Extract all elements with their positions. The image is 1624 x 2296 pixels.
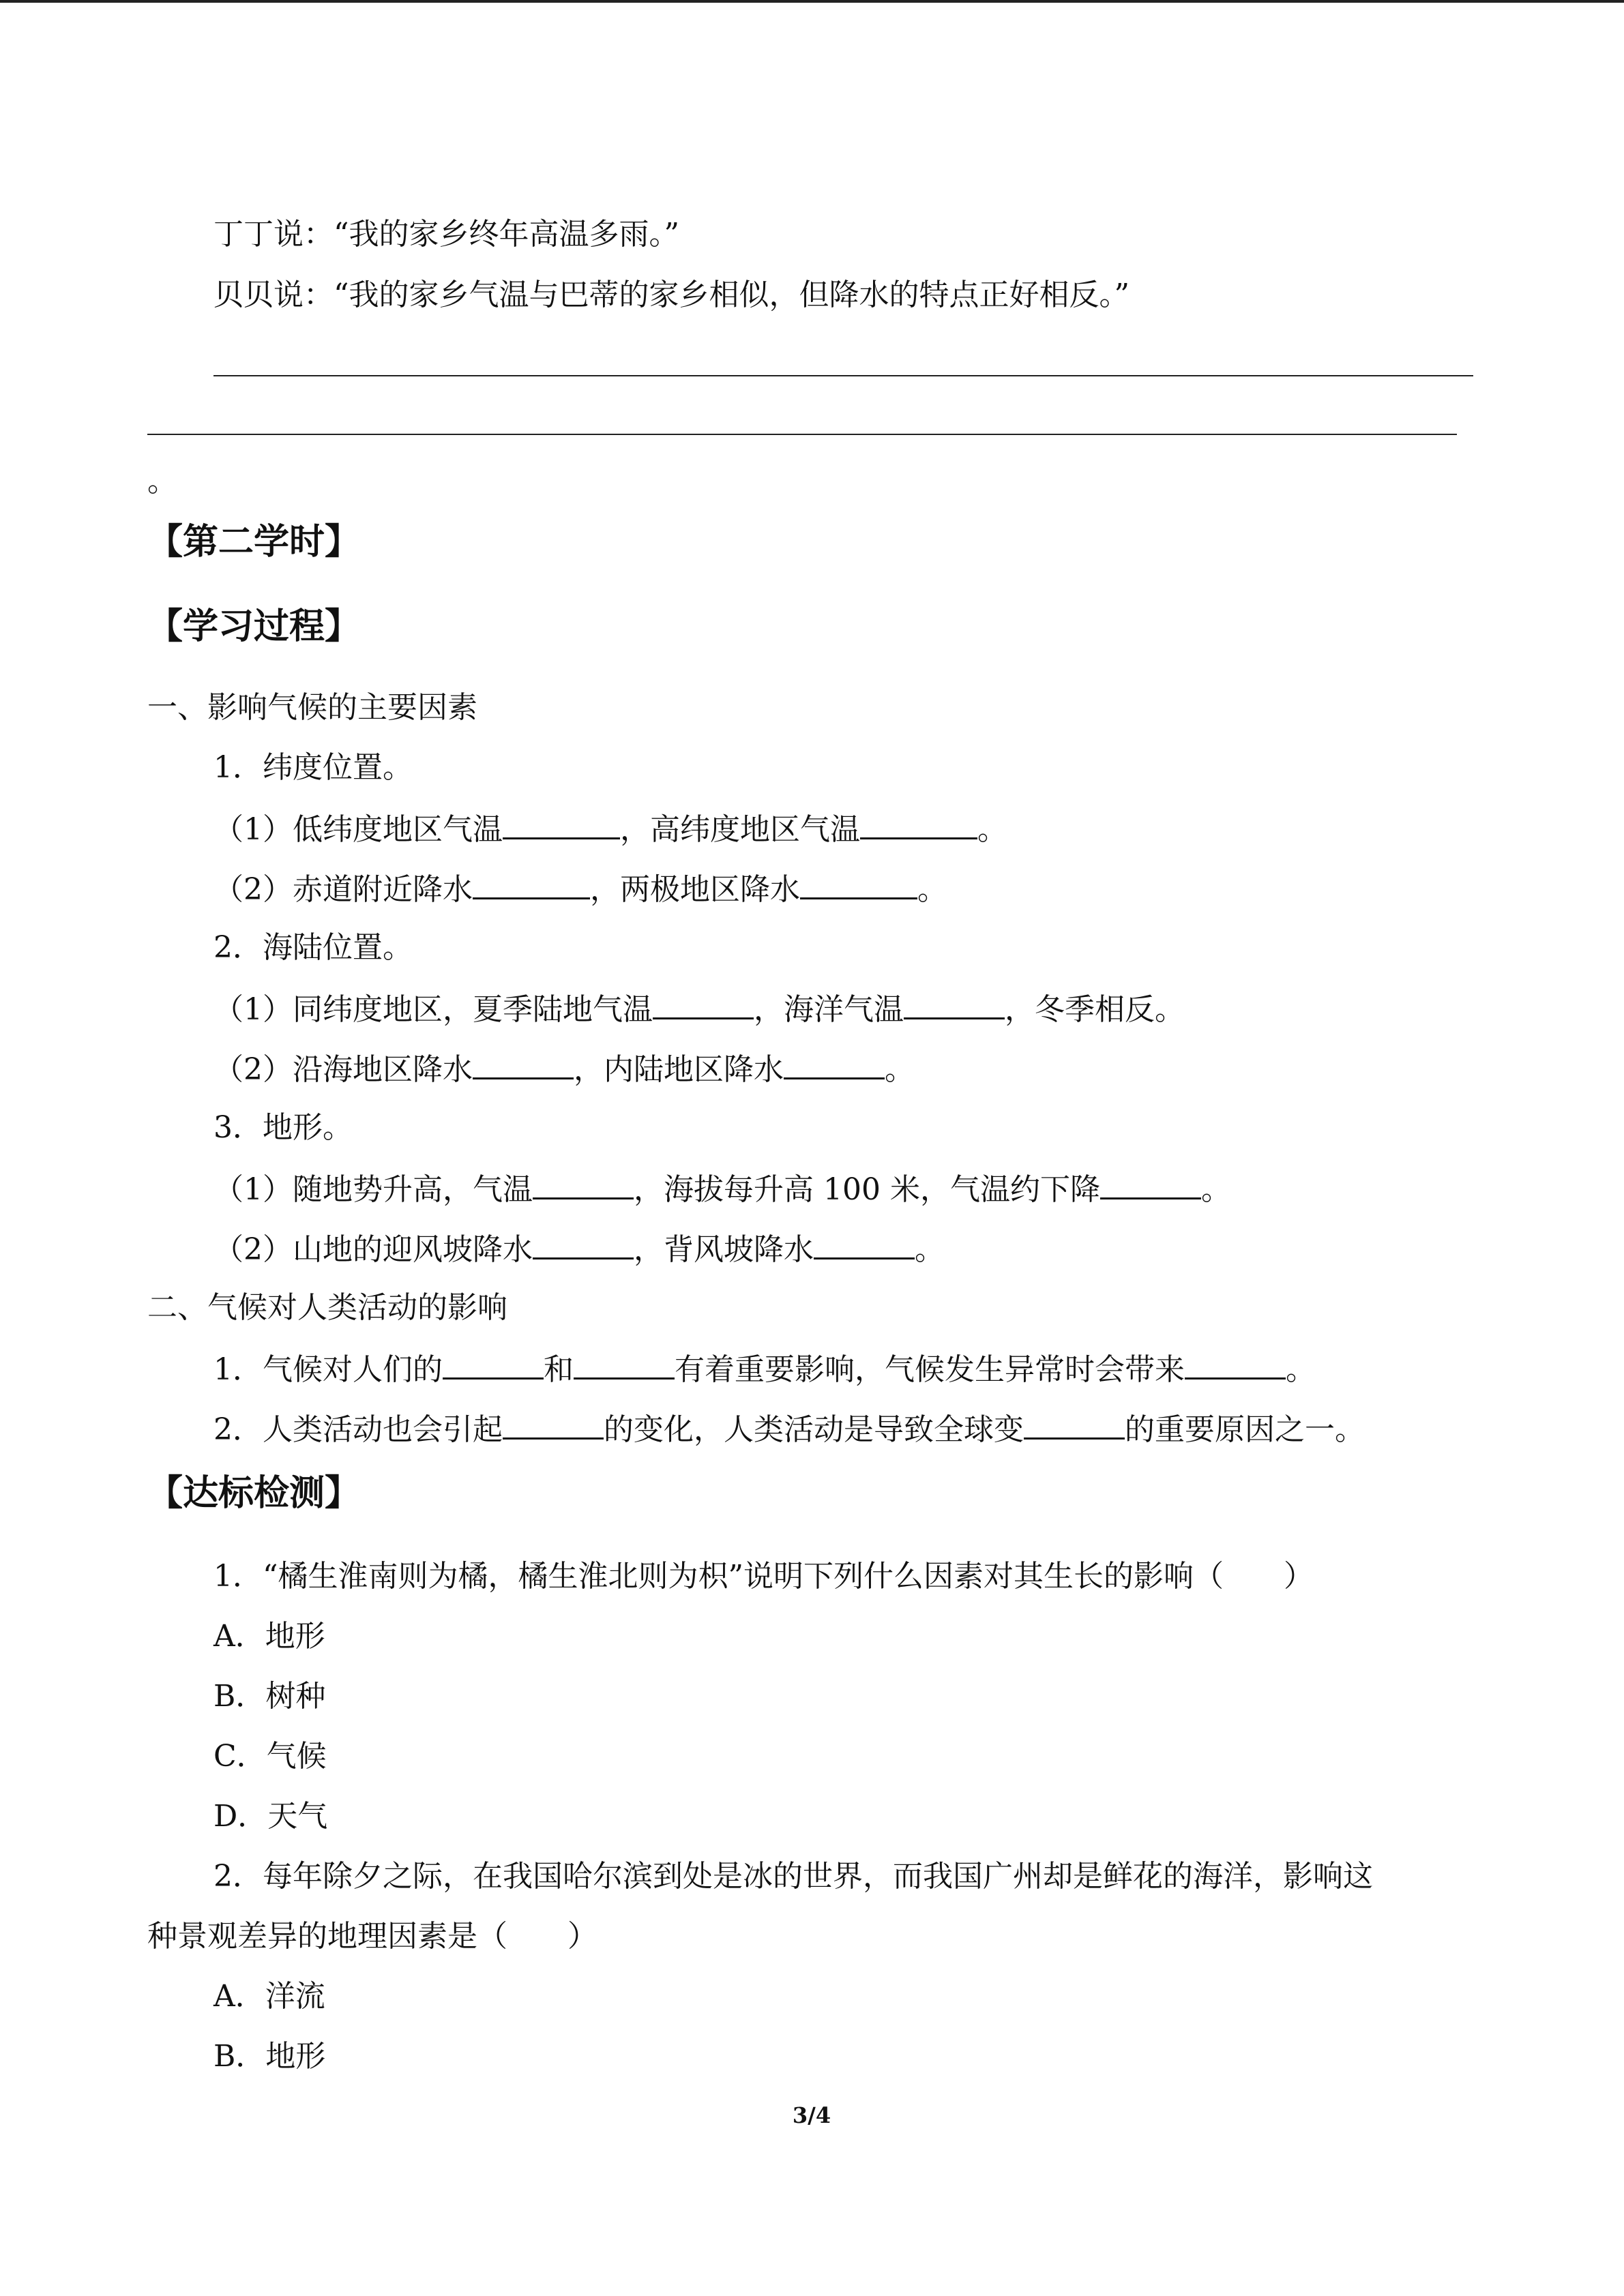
fill-blank[interactable]	[574, 1347, 675, 1380]
text: （1）低纬度地区气温	[213, 812, 503, 847]
question2-stem-line1: 2．每年除夕之际，在我国哈尔滨到处是冰的世界，而我国广州却是鲜花的海洋，影响这	[213, 1859, 1373, 1894]
fill-blank[interactable]	[473, 1047, 574, 1079]
text: 。	[917, 872, 947, 907]
text: ，背风坡降水	[634, 1232, 814, 1267]
question2-stem-line2: 种景观差异的地理因素是（ ）	[147, 1919, 597, 1954]
text: 2．人类活动也会引起	[213, 1412, 503, 1447]
question1-option-a[interactable]: A．地形	[213, 1619, 325, 1654]
text: ，两极地区降水	[590, 872, 800, 907]
heading-test: 【达标检测】	[147, 1473, 361, 1514]
fill-blank[interactable]	[533, 1167, 634, 1199]
factor2-title: 2．海陆位置。	[213, 930, 413, 965]
end-mark: 。	[147, 464, 177, 498]
factor1-item1	[213, 807, 1007, 850]
question2-option-b[interactable]: B．地形	[213, 2039, 326, 2074]
text: （2）赤道附近降水	[213, 872, 473, 907]
text: 1．气候对人们的	[213, 1352, 443, 1387]
text: 。	[885, 1052, 915, 1087]
factor2-item2	[213, 1047, 915, 1090]
factor3-title: 3．地形。	[213, 1110, 353, 1145]
fill-blank[interactable]	[1100, 1167, 1201, 1199]
fill-blank[interactable]	[503, 1407, 604, 1440]
heading-process: 【学习过程】	[147, 606, 361, 647]
text: ，高纬度地区气温	[620, 812, 860, 847]
text: ，冬季相反。	[1005, 992, 1185, 1027]
heading-lesson2: 【第二学时】	[147, 522, 361, 563]
question1-option-b[interactable]: B．树种	[213, 1679, 326, 1714]
factor1-item2	[213, 867, 947, 910]
fill-blank[interactable]	[814, 1227, 915, 1259]
factor2-item1	[213, 987, 1185, 1030]
fill-blank[interactable]	[1024, 1407, 1125, 1440]
fill-blank[interactable]	[653, 987, 754, 1019]
fill-blank[interactable]	[533, 1227, 634, 1259]
page-number: 3/4	[792, 2102, 831, 2128]
section2-title: 二、气候对人类活动的影响	[147, 1290, 507, 1325]
factor3-item2	[213, 1227, 945, 1270]
text: （1）随地势升高，气温	[213, 1172, 533, 1207]
question1-option-d[interactable]: D．天气	[213, 1799, 328, 1834]
question2-option-a[interactable]: A．洋流	[213, 1979, 325, 2014]
text: 的重要原因之一。	[1125, 1412, 1365, 1447]
answer-line-1	[213, 375, 1473, 376]
dingding-line: 丁丁说：“我的家乡终年高温多雨。”	[213, 217, 679, 252]
question1-stem: 1．“橘生淮南则为橘，橘生淮北则为枳”说明下列什么因素对其生长的影响（ ）	[213, 1559, 1314, 1594]
fill-blank[interactable]	[1185, 1347, 1286, 1380]
factor3-item1	[213, 1167, 1231, 1210]
text: （2）沿海地区降水	[213, 1052, 473, 1087]
impact-item2	[213, 1407, 1365, 1450]
text: ，海洋气温	[754, 992, 904, 1027]
text: 。	[915, 1232, 945, 1267]
question1-option-c[interactable]: C．气候	[213, 1739, 327, 1774]
fill-blank[interactable]	[784, 1047, 885, 1079]
factor1-title: 1．纬度位置。	[213, 750, 413, 785]
fill-blank[interactable]	[860, 807, 977, 839]
text: ，海拔每升高 100 米，气温约下降	[634, 1172, 1100, 1207]
answer-line-2	[147, 434, 1457, 435]
text: 。	[977, 812, 1007, 847]
fill-blank[interactable]	[904, 987, 1005, 1019]
fill-blank[interactable]	[503, 807, 620, 839]
impact-item1	[213, 1347, 1316, 1390]
text: 。	[1286, 1352, 1316, 1387]
fill-blank[interactable]	[800, 867, 917, 899]
page-top-border	[0, 0, 1624, 3]
text: （1）同纬度地区，夏季陆地气温	[213, 992, 653, 1027]
fill-blank[interactable]	[443, 1347, 544, 1380]
section1-title: 一、影响气候的主要因素	[147, 690, 477, 725]
beibei-line: 贝贝说：“我的家乡气温与巴蒂的家乡相似，但降水的特点正好相反。”	[213, 278, 1130, 312]
text: 有着重要影响，气候发生异常时会带来	[675, 1352, 1185, 1387]
text: 的变化，人类活动是导致全球变	[604, 1412, 1024, 1447]
text: 和	[544, 1352, 574, 1387]
text: （2）山地的迎风坡降水	[213, 1232, 533, 1267]
fill-blank[interactable]	[473, 867, 590, 899]
text: ，内陆地区降水	[574, 1052, 784, 1087]
text: 。	[1200, 1172, 1231, 1207]
